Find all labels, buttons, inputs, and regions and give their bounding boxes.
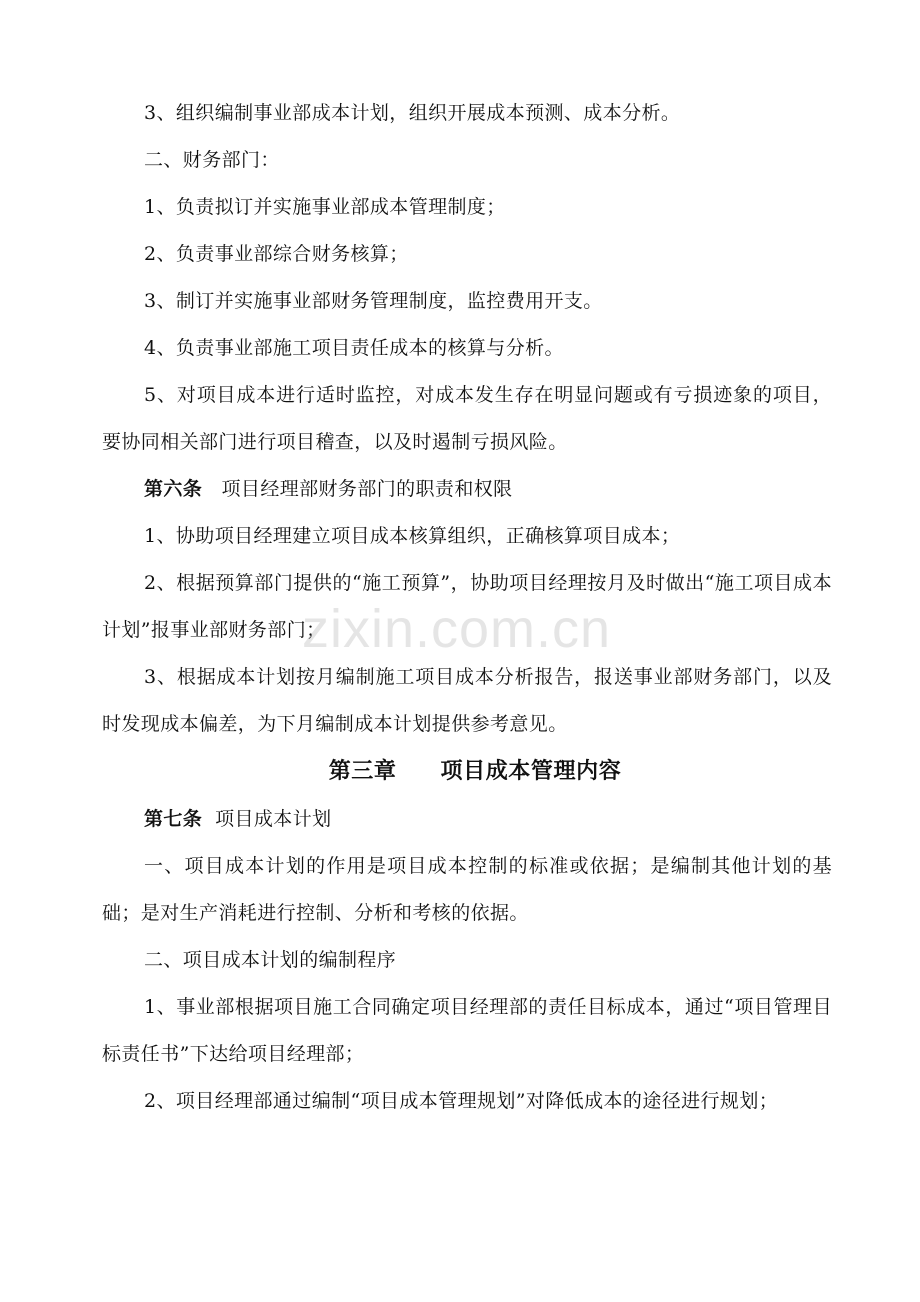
paragraph-finance-item-2: 2、负责事业部综合财务核算；: [144, 243, 409, 265]
article-7-title: 项目成本计划: [215, 808, 332, 830]
paragraph-finance-item-4: 4、负责事业部施工项目责任成本的核算与分析。: [144, 337, 564, 359]
paragraph-finance-item-5: 5、对项目成本进行适时监控，对成本发生存在明显问题或有亏损迹象的项目，要协同相关部门进行项目稽查，以及时遏制亏损风险。: [102, 384, 832, 453]
article-6-label: 第六条: [144, 478, 203, 500]
article-7-item-3: 1、事业部根据项目施工合同确定项目经理部的责任目标成本，通过“项目管理目标责任书”下达给项目经理部；: [102, 996, 832, 1065]
paragraph-finance-heading: 二、财务部门：: [144, 149, 280, 171]
watermark-text: zixin.com.cn: [302, 599, 612, 659]
article-7-item-2: 二、项目成本计划的编制程序: [144, 949, 397, 971]
paragraph-finance-item-3: 3、制订并实施事业部财务管理制度，监控费用开支。: [144, 290, 603, 312]
article-7-item-4: 2、项目经理部通过编制“项目成本管理规划”对降低成本的途径进行规划；: [144, 1090, 779, 1112]
article-6-item-3: 3、根据成本计划按月编制施工项目成本分析报告，报送事业部财务部门，以及时发现成本偏差，为下月编制成本计划提供参考意见。: [102, 666, 832, 735]
article-6-title: 项目经理部财务部门的职责和权限: [221, 478, 513, 500]
chapter-3-heading: [0, 748, 920, 796]
article-7-item-1: 一、项目成本计划的作用是项目成本控制的标准或依据；是编制其他计划的基础；是对生产消耗进行控制、分析和考核的依据。: [102, 855, 832, 924]
chapter-3-number: 第三章: [328, 759, 397, 784]
article-7-heading: [0, 796, 832, 843]
article-6-heading: [0, 466, 832, 513]
article-7-label: 第七条: [144, 808, 203, 830]
article-6-item-2: 2、根据预算部门提供的“施工预算”，协助项目经理按月及时做出“施工项目成本计划”报事业部财务部门；: [102, 572, 832, 641]
paragraph-finance-item-1: 1、负责拟订并实施事业部成本管理制度；: [144, 196, 506, 218]
chapter-3-title: 项目成本管理内容: [440, 759, 622, 784]
paragraph-dept-item-3: 3、组织编制事业部成本计划，组织开展成本预测、成本分析。: [144, 102, 681, 124]
article-6-item-1: 1、协助项目经理建立项目成本核算组织，正确核算项目成本；: [144, 525, 681, 547]
